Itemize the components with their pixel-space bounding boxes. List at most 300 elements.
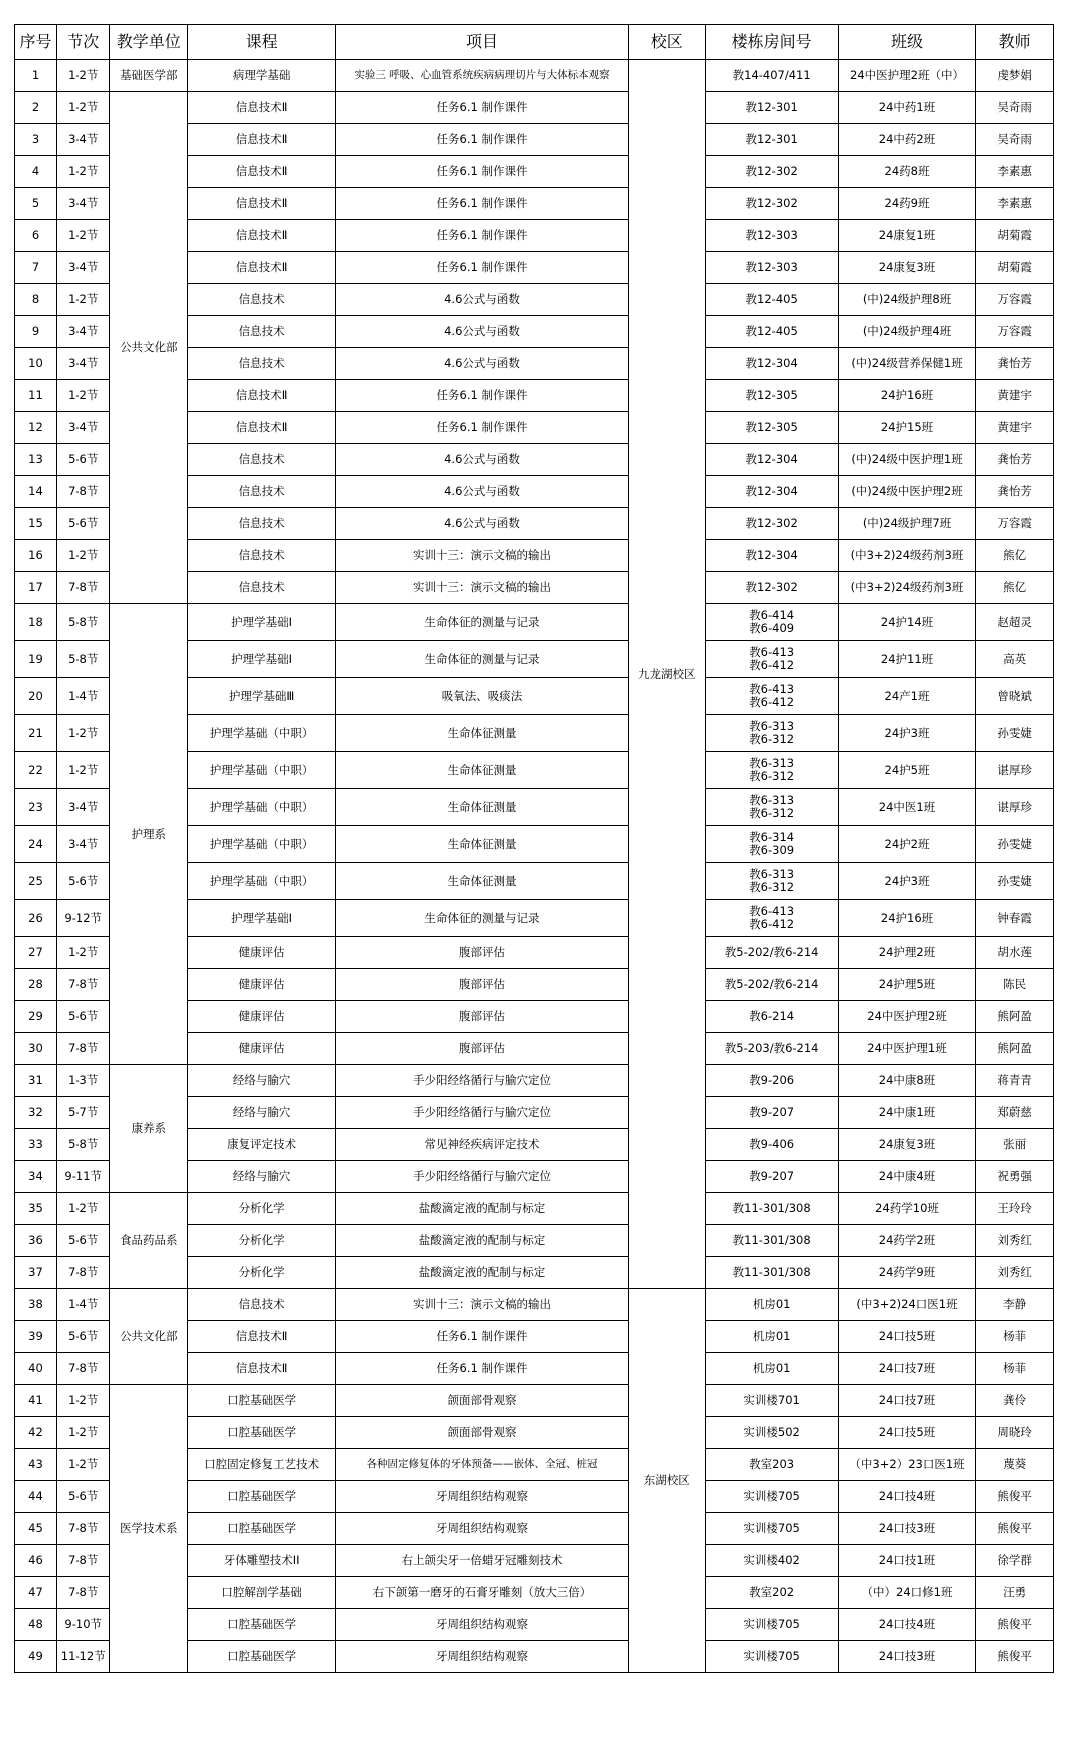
- row-period: 7-8节: [56, 476, 110, 508]
- row-room: 教12-405: [705, 284, 838, 316]
- row-course: 信息技术Ⅱ: [188, 412, 336, 444]
- row-room: 教室203: [705, 1449, 838, 1481]
- row-index: 21: [15, 715, 57, 752]
- row-course: 信息技术: [188, 540, 336, 572]
- table-row: [15, 1385, 1054, 1417]
- row-index: 24: [15, 826, 57, 863]
- row-index: 30: [15, 1033, 57, 1065]
- row-period: 1-2节: [56, 1449, 110, 1481]
- row-course: 信息技术: [188, 508, 336, 540]
- row-period: 3-4节: [56, 826, 110, 863]
- header-period: 节次: [56, 25, 110, 60]
- row-period: 7-8节: [56, 1545, 110, 1577]
- row-index: 25: [15, 863, 57, 900]
- row-period: 1-2节: [56, 284, 110, 316]
- row-room: 教12-301: [705, 124, 838, 156]
- row-teacher: 孙雯婕: [976, 715, 1054, 752]
- row-course: 护理学基础（中职）: [188, 789, 336, 826]
- row-room: 教12-303: [705, 252, 838, 284]
- row-index: 43: [15, 1449, 57, 1481]
- row-room: 实训楼402: [705, 1545, 838, 1577]
- row-index: 26: [15, 900, 57, 937]
- row-period: 1-4节: [56, 678, 110, 715]
- row-period: 5-8节: [56, 604, 110, 641]
- row-project: 任务6.1 制作课件: [336, 220, 629, 252]
- row-course: 护理学基础Ⅲ: [188, 678, 336, 715]
- row-project: 腹部评估: [336, 937, 629, 969]
- row-room: 教6-313 教6-312: [705, 789, 838, 826]
- row-index: 15: [15, 508, 57, 540]
- header-row: [15, 25, 1054, 60]
- row-room: 教12-301: [705, 92, 838, 124]
- row-period: 7-8节: [56, 1033, 110, 1065]
- row-teacher: 谌厚珍: [976, 752, 1054, 789]
- row-index: 35: [15, 1193, 57, 1225]
- row-course: 信息技术Ⅱ: [188, 156, 336, 188]
- row-project: 盐酸滴定液的配制与标定: [336, 1225, 629, 1257]
- row-room: 教12-405: [705, 316, 838, 348]
- row-room: 教6-414 教6-409: [705, 604, 838, 641]
- row-period: 7-8节: [56, 1353, 110, 1385]
- header-index: 序号: [15, 25, 57, 60]
- row-course: 口腔基础医学: [188, 1481, 336, 1513]
- row-room: 教6-413 教6-412: [705, 900, 838, 937]
- row-course: 健康评估: [188, 1033, 336, 1065]
- row-teacher: 龚怡芳: [976, 348, 1054, 380]
- row-class: 24中药2班: [838, 124, 975, 156]
- row-period: 11-12节: [56, 1641, 110, 1673]
- row-index: 3: [15, 124, 57, 156]
- row-teacher: 胡菊霞: [976, 252, 1054, 284]
- row-project: 任务6.1 制作课件: [336, 412, 629, 444]
- row-period: 5-6节: [56, 444, 110, 476]
- row-index: 20: [15, 678, 57, 715]
- row-index: 41: [15, 1385, 57, 1417]
- row-room: 教12-304: [705, 476, 838, 508]
- row-period: 1-2节: [56, 60, 110, 92]
- row-course: 信息技术Ⅱ: [188, 1321, 336, 1353]
- row-teacher: 吴奇雨: [976, 92, 1054, 124]
- row-course: 信息技术: [188, 348, 336, 380]
- row-room: 教11-301/308: [705, 1257, 838, 1289]
- row-room: 实训楼705: [705, 1609, 838, 1641]
- row-project: 常见神经疾病评定技术: [336, 1129, 629, 1161]
- row-class: 24康复3班: [838, 252, 975, 284]
- row-course: 牙体雕塑技术II: [188, 1545, 336, 1577]
- row-teacher: 蔑葵: [976, 1449, 1054, 1481]
- row-teacher: 祝勇强: [976, 1161, 1054, 1193]
- row-project: 生命体征测量: [336, 863, 629, 900]
- row-project: 手少阳经络循行与腧穴定位: [336, 1065, 629, 1097]
- row-index: 4: [15, 156, 57, 188]
- row-project: 牙周组织结构观察: [336, 1641, 629, 1673]
- row-teacher: 孙雯婕: [976, 826, 1054, 863]
- table-row: [15, 1065, 1054, 1097]
- row-course: 信息技术Ⅱ: [188, 92, 336, 124]
- row-index: 32: [15, 1097, 57, 1129]
- row-teacher: 黄建宇: [976, 412, 1054, 444]
- row-period: 3-4节: [56, 124, 110, 156]
- row-project: 右上颌尖牙一倍蜡牙冠雕刻技术: [336, 1545, 629, 1577]
- row-project: 实训十三：演示文稿的输出: [336, 1289, 629, 1321]
- row-project: 任务6.1 制作课件: [336, 1353, 629, 1385]
- row-class: 24护16班: [838, 380, 975, 412]
- row-index: 36: [15, 1225, 57, 1257]
- header-campus: 校区: [628, 25, 705, 60]
- row-index: 7: [15, 252, 57, 284]
- row-class: 24护理5班: [838, 969, 975, 1001]
- row-teacher: 刘秀红: [976, 1257, 1054, 1289]
- row-course: 信息技术Ⅱ: [188, 380, 336, 412]
- row-room: 教12-303: [705, 220, 838, 252]
- row-period: 1-2节: [56, 380, 110, 412]
- row-period: 5-6节: [56, 1001, 110, 1033]
- row-period: 9-11节: [56, 1161, 110, 1193]
- row-room: 教12-305: [705, 412, 838, 444]
- row-class: 24护3班: [838, 715, 975, 752]
- row-period: 7-8节: [56, 572, 110, 604]
- row-course: 口腔基础医学: [188, 1385, 336, 1417]
- row-project: 生命体征测量: [336, 752, 629, 789]
- row-project: 实训十三：演示文稿的输出: [336, 572, 629, 604]
- row-index: 6: [15, 220, 57, 252]
- row-index: 10: [15, 348, 57, 380]
- row-project: 4.6公式与函数: [336, 476, 629, 508]
- row-class: (中3+2)24口医1班: [838, 1289, 975, 1321]
- row-course: 分析化学: [188, 1193, 336, 1225]
- row-project: 任务6.1 制作课件: [336, 92, 629, 124]
- row-teacher: 熊亿: [976, 572, 1054, 604]
- row-room: 教14-407/411: [705, 60, 838, 92]
- row-room: 教12-302: [705, 188, 838, 220]
- row-course: 口腔基础医学: [188, 1417, 336, 1449]
- row-class: (中3+2)24级药剂3班: [838, 572, 975, 604]
- row-class: 24中药1班: [838, 92, 975, 124]
- row-index: 1: [15, 60, 57, 92]
- row-project: 任务6.1 制作课件: [336, 124, 629, 156]
- row-course: 信息技术: [188, 1289, 336, 1321]
- row-period: 7-8节: [56, 1513, 110, 1545]
- row-class: 24口技7班: [838, 1353, 975, 1385]
- row-room: 实训楼502: [705, 1417, 838, 1449]
- row-course: 信息技术: [188, 476, 336, 508]
- row-course: 口腔基础医学: [188, 1609, 336, 1641]
- table-row: [15, 1289, 1054, 1321]
- row-class: （中3+2）23口医1班: [838, 1449, 975, 1481]
- row-room: 教6-413 教6-412: [705, 678, 838, 715]
- row-teacher: 熊阿盈: [976, 1033, 1054, 1065]
- row-project: 腹部评估: [336, 1033, 629, 1065]
- row-teacher: 高英: [976, 641, 1054, 678]
- row-teacher: 刘秀红: [976, 1225, 1054, 1257]
- row-period: 9-10节: [56, 1609, 110, 1641]
- row-class: 24口技1班: [838, 1545, 975, 1577]
- row-index: 44: [15, 1481, 57, 1513]
- row-room: 教5-203/教6-214: [705, 1033, 838, 1065]
- row-course: 护理学基础Ⅰ: [188, 641, 336, 678]
- row-project: 手少阳经络循行与腧穴定位: [336, 1161, 629, 1193]
- row-class: (中)24级中医护理2班: [838, 476, 975, 508]
- row-project: 腹部评估: [336, 1001, 629, 1033]
- row-project: 颌面部骨观察: [336, 1385, 629, 1417]
- row-index: 28: [15, 969, 57, 1001]
- row-teacher: 龚伶: [976, 1385, 1054, 1417]
- row-project: 吸氧法、吸痰法: [336, 678, 629, 715]
- row-period: 1-2节: [56, 156, 110, 188]
- row-period: 1-2节: [56, 715, 110, 752]
- row-course: 信息技术Ⅱ: [188, 188, 336, 220]
- row-period: 3-4节: [56, 348, 110, 380]
- row-index: 13: [15, 444, 57, 476]
- row-project: 实训十三：演示文稿的输出: [336, 540, 629, 572]
- row-teacher: 熊阿盈: [976, 1001, 1054, 1033]
- row-room: 教9-206: [705, 1065, 838, 1097]
- row-project: 颌面部骨观察: [336, 1417, 629, 1449]
- row-index: 34: [15, 1161, 57, 1193]
- row-index: 40: [15, 1353, 57, 1385]
- row-index: 11: [15, 380, 57, 412]
- unit-cell: 康养系: [110, 1065, 188, 1193]
- row-period: 3-4节: [56, 188, 110, 220]
- row-teacher: 熊俊平: [976, 1641, 1054, 1673]
- row-class: 24护15班: [838, 412, 975, 444]
- row-class: 24口技7班: [838, 1385, 975, 1417]
- row-course: 护理学基础Ⅰ: [188, 604, 336, 641]
- row-class: (中)24级护理7班: [838, 508, 975, 540]
- row-teacher: 赵超灵: [976, 604, 1054, 641]
- row-class: 24口技5班: [838, 1321, 975, 1353]
- row-period: 5-6节: [56, 863, 110, 900]
- row-index: 29: [15, 1001, 57, 1033]
- row-project: 4.6公式与函数: [336, 284, 629, 316]
- row-period: 3-4节: [56, 789, 110, 826]
- row-teacher: 张丽: [976, 1129, 1054, 1161]
- row-course: 经络与腧穴: [188, 1065, 336, 1097]
- row-course: 信息技术Ⅱ: [188, 124, 336, 156]
- row-course: 护理学基础（中职）: [188, 863, 336, 900]
- row-room: 教12-304: [705, 540, 838, 572]
- row-index: 45: [15, 1513, 57, 1545]
- row-class: 24中康4班: [838, 1161, 975, 1193]
- row-room: 教11-301/308: [705, 1193, 838, 1225]
- row-class: 24康复1班: [838, 220, 975, 252]
- row-index: 18: [15, 604, 57, 641]
- row-course: 健康评估: [188, 937, 336, 969]
- row-teacher: 熊俊平: [976, 1609, 1054, 1641]
- row-teacher: 龚怡芳: [976, 476, 1054, 508]
- row-room: 教11-301/308: [705, 1225, 838, 1257]
- schedule-table: [14, 24, 1054, 1673]
- row-project: 盐酸滴定液的配制与标定: [336, 1257, 629, 1289]
- row-index: 46: [15, 1545, 57, 1577]
- unit-cell: 公共文化部: [110, 1289, 188, 1385]
- header-course: 课程: [188, 25, 336, 60]
- row-project: 生命体征的测量与记录: [336, 641, 629, 678]
- row-room: 教12-302: [705, 156, 838, 188]
- row-room: 教12-302: [705, 508, 838, 540]
- row-class: (中)24级护理8班: [838, 284, 975, 316]
- row-room: 机房01: [705, 1289, 838, 1321]
- row-class: 24药学2班: [838, 1225, 975, 1257]
- row-project: 生命体征测量: [336, 715, 629, 752]
- table-row: [15, 60, 1054, 92]
- row-class: 24产1班: [838, 678, 975, 715]
- row-project: 实验三 呼吸、心血管系统疾病病理切片与大体标本观察: [336, 60, 629, 92]
- row-room: 教12-304: [705, 444, 838, 476]
- schedule-sheet: [14, 24, 1054, 1673]
- row-period: 1-3节: [56, 1065, 110, 1097]
- row-course: 信息技术: [188, 444, 336, 476]
- row-period: 1-2节: [56, 937, 110, 969]
- row-class: 24中医护理1班: [838, 1033, 975, 1065]
- row-class: 24护2班: [838, 826, 975, 863]
- row-class: 24护3班: [838, 863, 975, 900]
- row-class: 24中康8班: [838, 1065, 975, 1097]
- schedule-body: [15, 60, 1054, 1673]
- table-row: [15, 1193, 1054, 1225]
- unit-cell: 基础医学部: [110, 60, 188, 92]
- row-course: 护理学基础（中职）: [188, 752, 336, 789]
- row-teacher: 熊俊平: [976, 1513, 1054, 1545]
- row-period: 1-4节: [56, 1289, 110, 1321]
- row-teacher: 黄建宇: [976, 380, 1054, 412]
- row-course: 信息技术Ⅱ: [188, 220, 336, 252]
- header-teacher: 教师: [976, 25, 1054, 60]
- row-course: 康复评定技术: [188, 1129, 336, 1161]
- row-index: 16: [15, 540, 57, 572]
- row-project: 4.6公式与函数: [336, 444, 629, 476]
- header-unit: 教学单位: [110, 25, 188, 60]
- row-room: 教6-313 教6-312: [705, 715, 838, 752]
- row-room: 教9-406: [705, 1129, 838, 1161]
- row-class: 24护16班: [838, 900, 975, 937]
- row-period: 5-8节: [56, 641, 110, 678]
- row-course: 健康评估: [188, 1001, 336, 1033]
- row-teacher: 胡菊霞: [976, 220, 1054, 252]
- row-room: 教6-214: [705, 1001, 838, 1033]
- row-teacher: 徐学群: [976, 1545, 1054, 1577]
- row-index: 14: [15, 476, 57, 508]
- row-period: 3-4节: [56, 316, 110, 348]
- row-period: 1-2节: [56, 752, 110, 789]
- row-class: 24中医1班: [838, 789, 975, 826]
- header-room: 楼栋房间号: [705, 25, 838, 60]
- row-teacher: 虔梦娟: [976, 60, 1054, 92]
- row-course: 信息技术: [188, 316, 336, 348]
- row-teacher: 万容霞: [976, 316, 1054, 348]
- row-class: 24口技5班: [838, 1417, 975, 1449]
- row-course: 口腔基础医学: [188, 1641, 336, 1673]
- row-index: 5: [15, 188, 57, 220]
- row-period: 7-8节: [56, 1577, 110, 1609]
- row-room: 教5-202/教6-214: [705, 937, 838, 969]
- row-project: 生命体征的测量与记录: [336, 900, 629, 937]
- row-project: 4.6公式与函数: [336, 316, 629, 348]
- row-class: 24口技3班: [838, 1513, 975, 1545]
- row-index: 27: [15, 937, 57, 969]
- row-index: 31: [15, 1065, 57, 1097]
- campus-cell: 九龙湖校区: [628, 60, 705, 1289]
- row-teacher: 谌厚珍: [976, 789, 1054, 826]
- row-index: 19: [15, 641, 57, 678]
- row-class: (中)24级营养保健1班: [838, 348, 975, 380]
- row-room: 实训楼701: [705, 1385, 838, 1417]
- row-project: 4.6公式与函数: [336, 348, 629, 380]
- table-row: [15, 92, 1054, 124]
- row-period: 5-6节: [56, 508, 110, 540]
- row-project: 任务6.1 制作课件: [336, 380, 629, 412]
- row-period: 3-4节: [56, 412, 110, 444]
- row-teacher: 郑蔚慈: [976, 1097, 1054, 1129]
- row-period: 1-2节: [56, 1417, 110, 1449]
- row-room: 教5-202/教6-214: [705, 969, 838, 1001]
- row-class: 24护5班: [838, 752, 975, 789]
- row-room: 教6-313 教6-312: [705, 752, 838, 789]
- row-period: 5-6节: [56, 1481, 110, 1513]
- row-room: 教12-305: [705, 380, 838, 412]
- row-class: 24口技4班: [838, 1481, 975, 1513]
- row-teacher: 杨菲: [976, 1353, 1054, 1385]
- row-index: 9: [15, 316, 57, 348]
- row-course: 信息技术: [188, 572, 336, 604]
- row-class: 24药学9班: [838, 1257, 975, 1289]
- row-course: 分析化学: [188, 1225, 336, 1257]
- unit-cell: 护理系: [110, 604, 188, 1065]
- row-index: 22: [15, 752, 57, 789]
- row-course: 病理学基础: [188, 60, 336, 92]
- row-project: 牙周组织结构观察: [336, 1513, 629, 1545]
- row-teacher: 汪勇: [976, 1577, 1054, 1609]
- row-teacher: 万容霞: [976, 508, 1054, 540]
- row-class: 24药8班: [838, 156, 975, 188]
- row-course: 经络与腧穴: [188, 1097, 336, 1129]
- row-project: 任务6.1 制作课件: [336, 156, 629, 188]
- row-teacher: 李素惠: [976, 188, 1054, 220]
- row-class: 24口技4班: [838, 1609, 975, 1641]
- header-project: 项目: [336, 25, 629, 60]
- row-teacher: 周晓玲: [976, 1417, 1054, 1449]
- row-class: 24康复3班: [838, 1129, 975, 1161]
- row-period: 5-7节: [56, 1097, 110, 1129]
- row-index: 17: [15, 572, 57, 604]
- row-index: 23: [15, 789, 57, 826]
- row-room: 教6-314 教6-309: [705, 826, 838, 863]
- campus-cell: 东湖校区: [628, 1289, 705, 1673]
- row-room: 教12-304: [705, 348, 838, 380]
- row-period: 1-2节: [56, 92, 110, 124]
- row-course: 信息技术Ⅱ: [188, 252, 336, 284]
- row-period: 1-2节: [56, 220, 110, 252]
- row-teacher: 李素惠: [976, 156, 1054, 188]
- row-course: 护理学基础（中职）: [188, 715, 336, 752]
- row-class: （中）24口修1班: [838, 1577, 975, 1609]
- row-class: 24护理2班: [838, 937, 975, 969]
- row-class: 24药9班: [838, 188, 975, 220]
- row-teacher: 胡水莲: [976, 937, 1054, 969]
- row-teacher: 陈民: [976, 969, 1054, 1001]
- row-room: 教6-413 教6-412: [705, 641, 838, 678]
- row-period: 7-8节: [56, 969, 110, 1001]
- row-period: 1-2节: [56, 540, 110, 572]
- row-teacher: 钟春霞: [976, 900, 1054, 937]
- row-teacher: 蒋青青: [976, 1065, 1054, 1097]
- row-course: 健康评估: [188, 969, 336, 1001]
- row-index: 47: [15, 1577, 57, 1609]
- row-room: 教9-207: [705, 1097, 838, 1129]
- unit-cell: 公共文化部: [110, 92, 188, 604]
- row-project: 任务6.1 制作课件: [336, 188, 629, 220]
- row-class: 24中医护理2班（中）: [838, 60, 975, 92]
